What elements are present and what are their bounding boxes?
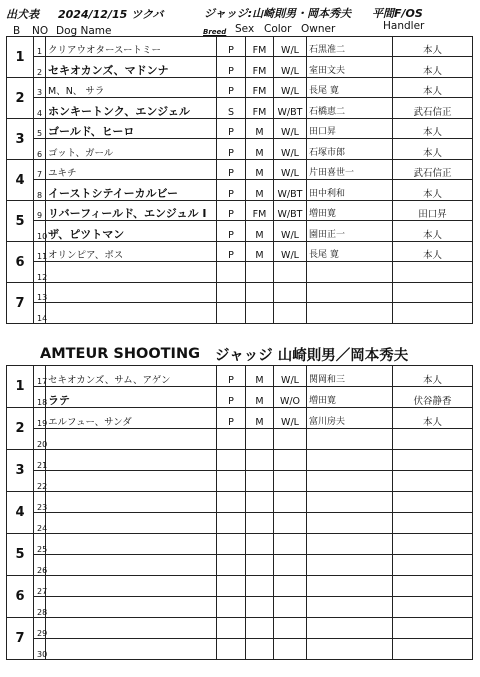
breed: [217, 471, 246, 492]
handler: 本人: [393, 78, 473, 98]
table-row: [7, 303, 473, 324]
breed: P: [217, 408, 246, 429]
breed: [217, 639, 246, 660]
breed: [217, 450, 246, 471]
entry-number: 21: [34, 450, 46, 471]
color: W/L: [274, 366, 307, 387]
entry-number: 3: [34, 78, 46, 98]
sex: [246, 471, 274, 492]
handler: 本人: [393, 366, 473, 387]
dog-name: [46, 618, 217, 639]
dog-name: [46, 283, 217, 303]
dog-name: [46, 471, 217, 492]
entry-number: 12: [34, 262, 46, 283]
owner: 園田正一: [307, 221, 393, 242]
brace-number: 1: [7, 37, 34, 78]
table-row: [7, 180, 473, 201]
entry-table-2: [6, 365, 473, 660]
dog-name: クリアウオタースートミー: [46, 37, 217, 57]
entry-number: 25: [34, 534, 46, 555]
breed: [217, 492, 246, 513]
brace-number: 4: [7, 160, 34, 201]
table-row: [7, 597, 473, 618]
breed: S: [217, 98, 246, 119]
breed: P: [217, 160, 246, 180]
brace-number: 5: [7, 534, 34, 576]
dog-name: [46, 576, 217, 597]
table-row: [7, 534, 473, 555]
color: W/L: [274, 221, 307, 242]
table-row: [7, 618, 473, 639]
color: [274, 429, 307, 450]
handler: [393, 555, 473, 576]
handler: [393, 639, 473, 660]
dog-name: [46, 303, 217, 324]
entry-number: 4: [34, 98, 46, 119]
table-row: [7, 78, 473, 98]
section2-judges: ジャッジ 山崎則男／岡本秀夫: [215, 348, 409, 364]
sex: [246, 450, 274, 471]
dog-name: ゴールド、ヒーロ: [46, 119, 217, 139]
table-row: [7, 57, 473, 78]
handler: 武石信正: [393, 160, 473, 180]
handler: 本人: [393, 180, 473, 201]
col-owner: Owner: [301, 23, 336, 35]
table-row: [7, 387, 473, 408]
table-row: [7, 555, 473, 576]
color: W/L: [274, 139, 307, 160]
color: [274, 513, 307, 534]
owner: 長尾 寛: [307, 78, 393, 98]
judges-header: ジャッジ:山崎則男・岡本秀夫: [204, 7, 352, 20]
sex: [246, 262, 274, 283]
dog-name: [46, 534, 217, 555]
dog-name: セキオカンズ、マドンナ: [46, 57, 217, 78]
sex: M: [246, 180, 274, 201]
table-row: [7, 119, 473, 139]
dog-name: [46, 450, 217, 471]
handler: [393, 597, 473, 618]
dog-name: [46, 429, 217, 450]
color: [274, 576, 307, 597]
table-row: [7, 429, 473, 450]
breed: P: [217, 387, 246, 408]
handler: 本人: [393, 37, 473, 57]
sex: FM: [246, 98, 274, 119]
entry-number: 7: [34, 160, 46, 180]
table-row: [7, 242, 473, 262]
dog-name: リバーフィールド、エンジュル I: [46, 201, 217, 221]
dog-name: [46, 597, 217, 618]
breed: [217, 283, 246, 303]
handler: 武石信正: [393, 98, 473, 119]
color: W/L: [274, 408, 307, 429]
entry-number: 28: [34, 597, 46, 618]
col-b: B: [13, 25, 21, 37]
brace-number: 1: [7, 366, 34, 408]
col-dog-name: Dog Name: [56, 25, 112, 37]
owner: 増田寛: [307, 387, 393, 408]
owner: [307, 555, 393, 576]
entry-number: 11: [34, 242, 46, 262]
dog-name: ザ、ピツトマン: [46, 221, 217, 242]
breed: [217, 429, 246, 450]
color: W/BT: [274, 98, 307, 119]
color: W/L: [274, 57, 307, 78]
handler: [393, 618, 473, 639]
handler: [393, 262, 473, 283]
sex: [246, 283, 274, 303]
brace-number: 4: [7, 492, 34, 534]
entry-number: 19: [34, 408, 46, 429]
handler: [393, 576, 473, 597]
table-row: [7, 262, 473, 283]
entry-number: 13: [34, 283, 46, 303]
col-no: NO: [32, 25, 49, 37]
handler: [393, 303, 473, 324]
entry-number: 8: [34, 180, 46, 201]
breed: [217, 576, 246, 597]
color: W/BT: [274, 180, 307, 201]
sex: FM: [246, 57, 274, 78]
sex: M: [246, 408, 274, 429]
owner: 石塚市郎: [307, 139, 393, 160]
entry-number: 29: [34, 618, 46, 639]
handler: [393, 513, 473, 534]
brace-number: 3: [7, 450, 34, 492]
owner: [307, 534, 393, 555]
handler: [393, 492, 473, 513]
dog-name: ゴット、ガール: [46, 139, 217, 160]
sheet-title: 出犬表: [6, 8, 39, 21]
section2-title: AMTEUR SHOOTING: [40, 346, 200, 362]
color: [274, 555, 307, 576]
owner: [307, 262, 393, 283]
col-handler: Handler: [383, 20, 425, 32]
owner: [307, 513, 393, 534]
col-breed: Breed: [203, 28, 227, 36]
entry-number: 10: [34, 221, 46, 242]
breed: P: [217, 37, 246, 57]
handler: [393, 450, 473, 471]
entry-number: 22: [34, 471, 46, 492]
color: W/L: [274, 160, 307, 180]
table-row: [7, 221, 473, 242]
table-row: [7, 408, 473, 429]
sex: M: [246, 119, 274, 139]
owner: [307, 429, 393, 450]
breed: P: [217, 201, 246, 221]
brace-number: 2: [7, 408, 34, 450]
table-row: [7, 366, 473, 387]
table-row: [7, 201, 473, 221]
brace-number: 3: [7, 119, 34, 160]
entry-number: 5: [34, 119, 46, 139]
dog-name: [46, 639, 217, 660]
breed: [217, 597, 246, 618]
color: [274, 471, 307, 492]
color: [274, 283, 307, 303]
breed: [217, 555, 246, 576]
color: [274, 639, 307, 660]
table-row: [7, 576, 473, 597]
color: W/L: [274, 37, 307, 57]
table-row: [7, 450, 473, 471]
entry-number: 26: [34, 555, 46, 576]
breed: P: [217, 242, 246, 262]
owner: 関岡和三: [307, 366, 393, 387]
table-row: [7, 37, 473, 57]
brace-number: 7: [7, 283, 34, 324]
breed: P: [217, 139, 246, 160]
color: [274, 450, 307, 471]
color: [274, 303, 307, 324]
breed: P: [217, 366, 246, 387]
breed: [217, 303, 246, 324]
sex: [246, 492, 274, 513]
sex: M: [246, 221, 274, 242]
color: [274, 534, 307, 555]
entry-number: 2: [34, 57, 46, 78]
table-row: [7, 139, 473, 160]
owner: [307, 597, 393, 618]
dog-name: M、N、 サラ: [46, 78, 217, 98]
color: [274, 262, 307, 283]
owner: 石黒准二: [307, 37, 393, 57]
dog-name: [46, 492, 217, 513]
sex: [246, 534, 274, 555]
breed: P: [217, 119, 246, 139]
owner: [307, 283, 393, 303]
sex: [246, 576, 274, 597]
dog-name: [46, 555, 217, 576]
color: [274, 597, 307, 618]
owner: [307, 471, 393, 492]
dog-name: エルフュー、サンダ: [46, 408, 217, 429]
col-color: Color: [264, 23, 292, 35]
owner: [307, 576, 393, 597]
sex: FM: [246, 201, 274, 221]
dog-name: ユキチ: [46, 160, 217, 180]
dog-name: オリンピア、ボス: [46, 242, 217, 262]
brace-number: 7: [7, 618, 34, 660]
sex: [246, 639, 274, 660]
sex: M: [246, 387, 274, 408]
handler: 本人: [393, 242, 473, 262]
brace-number: 6: [7, 242, 34, 283]
handler: 本人: [393, 139, 473, 160]
entry-number: 30: [34, 639, 46, 660]
owner: [307, 303, 393, 324]
handler: 本人: [393, 119, 473, 139]
owner: 田中利和: [307, 180, 393, 201]
owner: 増田寛: [307, 201, 393, 221]
brace-number: 2: [7, 78, 34, 119]
table-row: [7, 513, 473, 534]
breed: P: [217, 57, 246, 78]
owner: [307, 492, 393, 513]
class-label: 平間F/OS: [372, 7, 423, 20]
entry-number: 17: [34, 366, 46, 387]
entry-number: 23: [34, 492, 46, 513]
handler: [393, 429, 473, 450]
handler: 本人: [393, 221, 473, 242]
sex: M: [246, 139, 274, 160]
table-row: [7, 492, 473, 513]
entry-number: 27: [34, 576, 46, 597]
dog-name: [46, 513, 217, 534]
owner: 長尾 寛: [307, 242, 393, 262]
handler: 田口昇: [393, 201, 473, 221]
owner: 片田喜世一: [307, 160, 393, 180]
handler: 本人: [393, 408, 473, 429]
color: W/L: [274, 242, 307, 262]
owner: 田口昇: [307, 119, 393, 139]
date-place: 2024/12/15 ツクバ: [58, 8, 164, 21]
breed: P: [217, 78, 246, 98]
dog-name: セキオカンズ、サム、アゲン: [46, 366, 217, 387]
sex: M: [246, 160, 274, 180]
dog-name: ラテ: [46, 387, 217, 408]
sex: M: [246, 366, 274, 387]
handler: 本人: [393, 57, 473, 78]
owner: 室田文夫: [307, 57, 393, 78]
col-sex: Sex: [235, 23, 255, 35]
handler: [393, 471, 473, 492]
breed: [217, 534, 246, 555]
entry-number: 14: [34, 303, 46, 324]
dog-name: [46, 262, 217, 283]
table-row: [7, 98, 473, 119]
owner: [307, 618, 393, 639]
breed: P: [217, 180, 246, 201]
brace-number: 5: [7, 201, 34, 242]
sex: FM: [246, 78, 274, 98]
breed: [217, 618, 246, 639]
sex: [246, 303, 274, 324]
table-row: [7, 283, 473, 303]
breed: [217, 513, 246, 534]
color: [274, 492, 307, 513]
dog-name: ホンキートンク、エンジェル: [46, 98, 217, 119]
color: W/L: [274, 78, 307, 98]
table-row: [7, 639, 473, 660]
dog-name: イーストシテイーカルビー: [46, 180, 217, 201]
sex: [246, 555, 274, 576]
table-row: [7, 160, 473, 180]
entry-number: 6: [34, 139, 46, 160]
entry-table-1: [6, 36, 473, 324]
owner: [307, 450, 393, 471]
handler: [393, 534, 473, 555]
sex: FM: [246, 37, 274, 57]
entry-number: 9: [34, 201, 46, 221]
breed: P: [217, 221, 246, 242]
entry-number: 24: [34, 513, 46, 534]
sex: [246, 618, 274, 639]
breed: [217, 262, 246, 283]
handler: 伏谷静香: [393, 387, 473, 408]
entry-number: 18: [34, 387, 46, 408]
owner: 石橋恵二: [307, 98, 393, 119]
entry-number: 20: [34, 429, 46, 450]
sex: [246, 513, 274, 534]
owner: [307, 639, 393, 660]
handler: [393, 283, 473, 303]
sex: [246, 429, 274, 450]
color: [274, 618, 307, 639]
brace-number: 6: [7, 576, 34, 618]
entry-number: 1: [34, 37, 46, 57]
color: W/BT: [274, 201, 307, 221]
color: W/L: [274, 119, 307, 139]
table-row: [7, 471, 473, 492]
owner: 富川房夫: [307, 408, 393, 429]
sex: [246, 597, 274, 618]
sex: M: [246, 242, 274, 262]
color: W/O: [274, 387, 307, 408]
